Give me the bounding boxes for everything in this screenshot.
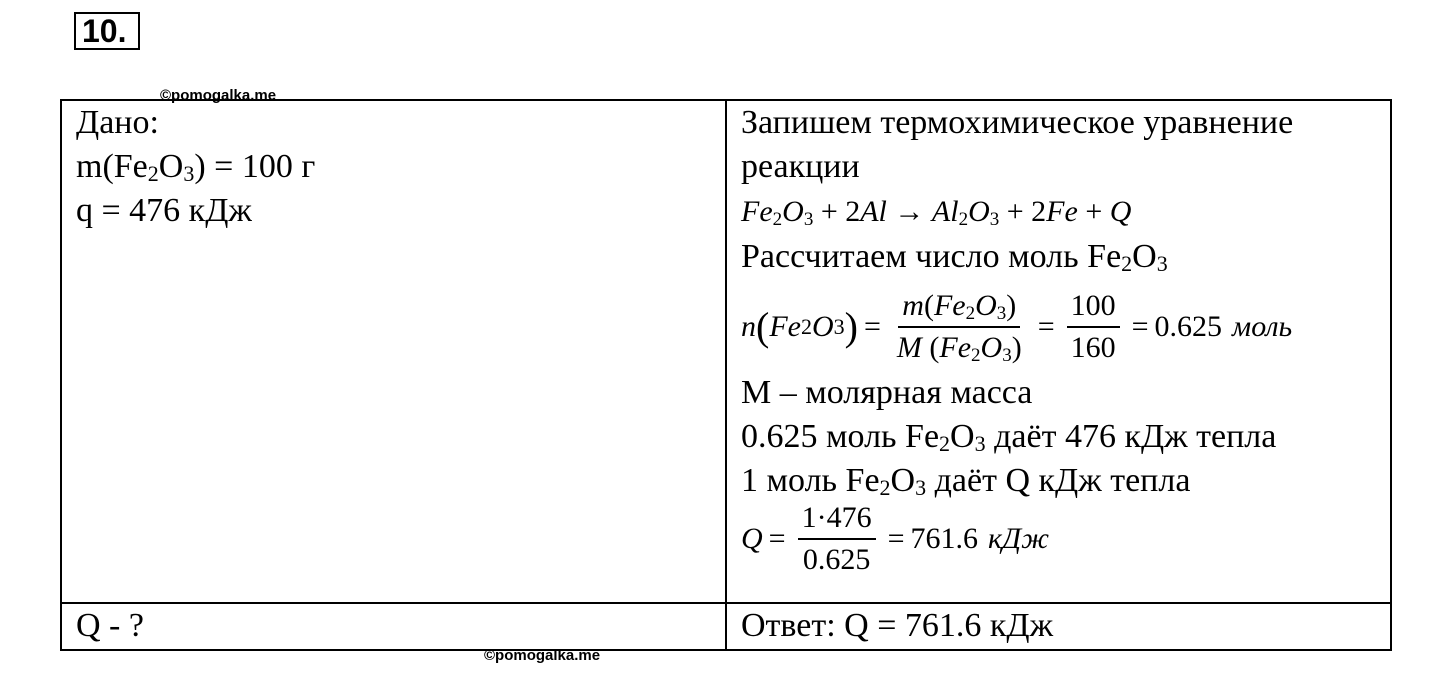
- q-fraction: $\frac{1\cdot 476}{0.625}$: [798, 498, 876, 580]
- answer-cell: [726, 603, 1391, 650]
- q-formula: Q = $\frac{1\cdot 476}{0.625}$ = 761.6 кДж: [741, 503, 1378, 575]
- watermark-top: ©pomogalka.me: [160, 87, 277, 104]
- reaction-equation: $Fe_2O_3 + 2Al \to Al_2O_3 + 2Fe + Q$: [741, 195, 1132, 230]
- table-row-main: [61, 100, 1391, 603]
- molar-note: M – молярная масса: [741, 374, 1033, 411]
- mass-over-molar-fraction: $\frac{m(Fe_2O_3)}{M (Fe_2O_3)}$: [893, 286, 1026, 368]
- answer-text: Ответ: Q = 761.6 кДж: [741, 607, 1054, 644]
- q-result: 761.6: [910, 522, 979, 555]
- given-title: Дано:: [76, 104, 159, 141]
- solution-table: [60, 99, 1392, 651]
- intro-line-1: Запишем термохимическое уравнение: [741, 104, 1294, 141]
- moles-text: Рассчитаем число моль $Fe_2O_3$: [741, 238, 1168, 276]
- given-mass: $m(Fe_2O_3) = 100$ г: [76, 148, 316, 186]
- unknown-text: Q - ?: [76, 607, 144, 644]
- q-unit: кДж: [988, 522, 1050, 555]
- given-cell: [61, 100, 726, 603]
- intro-line-2: реакции: [741, 148, 860, 185]
- watermark-bottom: ©pomogalka.me: [484, 647, 601, 664]
- unknown-cell: [61, 603, 726, 650]
- table-row-answer: [61, 603, 1391, 650]
- numeric-fraction: $\frac{100}{160}$: [1067, 286, 1120, 368]
- statement-1: 0.625 моль $Fe_2O_3$ даёт 476 кДж тепла: [741, 418, 1277, 456]
- moles-unit: моль: [1232, 310, 1293, 343]
- given-heat: q = 476 кДж: [76, 192, 252, 229]
- moles-formula: n ( Fe 2 O 3 ) = $\frac{m(Fe_2O_3)}{M (Fe_2O_3)}$ = $\frac{100}{160}$ = 0.625 моль: [741, 283, 1378, 371]
- task-number: 10.: [74, 12, 140, 50]
- solution-cell: [726, 100, 1391, 603]
- moles-result: 0.625: [1154, 310, 1223, 343]
- statement-2: 1 моль $Fe_2O_3$ даёт Q кДж тепла: [741, 462, 1191, 500]
